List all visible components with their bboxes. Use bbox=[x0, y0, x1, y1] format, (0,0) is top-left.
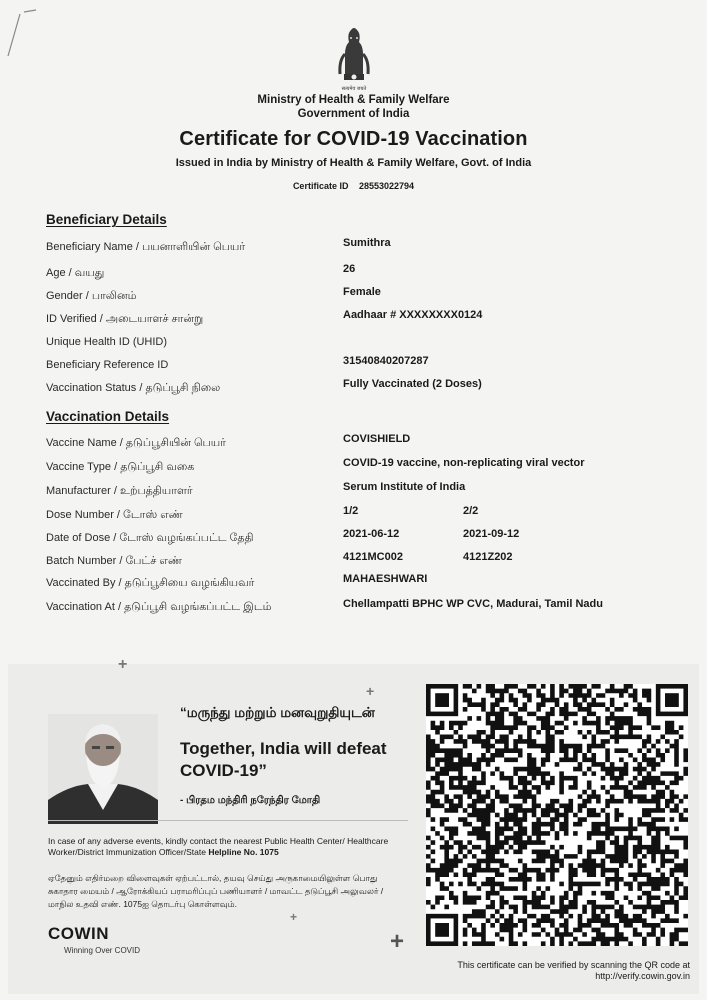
dose-number-row bbox=[46, 505, 666, 527]
qr-finder-pattern bbox=[426, 914, 458, 946]
quote-attribution: - பிரதம மந்திரி நரேந்திர மோதி bbox=[180, 795, 321, 806]
batch-number-row bbox=[46, 551, 666, 573]
quote-tamil: “மருந்து மற்றும் மனவுறுதியுடன் bbox=[180, 705, 375, 720]
field-label: Dose Number / டோஸ் எண் bbox=[46, 509, 183, 521]
dose-1-value: 1/2 bbox=[343, 505, 359, 517]
uhid-row bbox=[46, 336, 666, 354]
helpline-notice bbox=[48, 836, 408, 858]
field-value: Fully Vaccinated (2 Doses) bbox=[343, 378, 482, 390]
certificate-id-value: 28553022794 bbox=[358, 181, 415, 191]
field-label: Vaccination At / தடுப்பூசி வழங்கப்பட்ட இடம் bbox=[46, 601, 272, 613]
manufacturer-row bbox=[46, 481, 666, 503]
divider bbox=[48, 820, 408, 821]
field-value: Aadhaar # XXXXXXXX0124 bbox=[343, 309, 483, 321]
qr-modules bbox=[426, 684, 688, 946]
field-label: Batch Number / பேட்ச் எண் bbox=[46, 555, 182, 567]
field-label: Beneficiary Name / பயனாளியின் பெயர் bbox=[46, 241, 246, 253]
certificate-id-label: Certificate ID bbox=[292, 181, 349, 191]
cowin-tagline: Winning Over COVID bbox=[64, 946, 141, 955]
government-name: Government of India bbox=[297, 108, 410, 120]
field-label: Date of Dose / டோஸ் வழங்கப்பட்ட தேதி bbox=[46, 532, 254, 544]
field-value: MAHAESHWARI bbox=[343, 573, 428, 585]
beneficiary-name-row bbox=[46, 237, 666, 259]
field-value: COVISHIELD bbox=[343, 433, 411, 445]
verification-url[interactable]: http://verify.cowin.gov.in bbox=[595, 971, 690, 981]
field-value: Serum Institute of India bbox=[343, 481, 466, 493]
field-label: ID Verified / அடையாளச் சான்று bbox=[46, 313, 204, 325]
vaccine-name-row bbox=[46, 433, 666, 455]
dose-1-value: 2021-06-12 bbox=[343, 528, 400, 540]
field-value: 31540840207287 bbox=[343, 355, 429, 367]
plus-icon: + bbox=[290, 910, 298, 924]
vaccine-type-row bbox=[46, 457, 666, 479]
scan-mark bbox=[6, 8, 46, 58]
field-value: COVID-19 vaccine, non-replicating viral vector bbox=[343, 457, 585, 469]
issued-by: Issued in India by Ministry of Health & Family Welfare, Govt. of India bbox=[175, 157, 532, 169]
dose-2-value: 4121Z202 bbox=[463, 551, 513, 563]
field-label: Vaccine Name / தடுப்பூசியின் பெயர் bbox=[46, 437, 226, 449]
field-value: Sumithra bbox=[343, 237, 391, 249]
field-label: Gender / பாலினம் bbox=[46, 290, 137, 302]
certificate-id bbox=[0, 181, 707, 191]
verification-note bbox=[440, 960, 690, 982]
reference-id-row bbox=[46, 355, 666, 377]
certificate-title: Certificate for COVID-19 Vaccination bbox=[179, 128, 528, 150]
vaccination-at-row bbox=[46, 598, 666, 619]
prime-minister-portrait bbox=[48, 714, 158, 824]
national-emblem-icon bbox=[325, 24, 383, 94]
dose-1-value: 4121MC002 bbox=[343, 551, 403, 563]
field-label: Vaccine Type / தடுப்பூசி வகை bbox=[46, 461, 195, 473]
ministry-name: Ministry of Health & Family Welfare bbox=[257, 94, 450, 106]
date-of-dose-row bbox=[46, 528, 666, 550]
dose-2-value: 2021-09-12 bbox=[463, 528, 520, 540]
emblem-caption: सत्यमेव जयते bbox=[341, 86, 367, 92]
field-label: Beneficiary Reference ID bbox=[46, 359, 169, 371]
field-label: Manufacturer / உற்பத்தியாளர் bbox=[46, 485, 193, 497]
quote-english: Together, India will defeat COVID-19” bbox=[180, 739, 387, 780]
plus-icon: + bbox=[118, 656, 128, 673]
field-value: Chellampatti BPHC WP CVC, Madurai, Tamil Nadu bbox=[343, 598, 603, 610]
cowin-logo: COWIN bbox=[48, 924, 110, 943]
age-row bbox=[46, 263, 666, 285]
helpline-number: Helpline No. 1075 bbox=[208, 847, 279, 857]
qr-code[interactable] bbox=[426, 684, 688, 946]
id-verified-row bbox=[46, 309, 666, 331]
field-label: Vaccination Status / தடுப்பூசி நிலை bbox=[46, 382, 221, 394]
gender-row bbox=[46, 286, 666, 308]
vaccination-details-heading: Vaccination Details bbox=[46, 409, 170, 424]
vaccination-status-row bbox=[46, 378, 666, 400]
qr-finder-pattern bbox=[656, 684, 688, 716]
field-label: Unique Health ID (UHID) bbox=[46, 336, 168, 348]
verification-text: This certificate can be verified by scanning the QR code at bbox=[457, 960, 690, 970]
field-value: Female bbox=[343, 286, 381, 298]
helpline-text: In case of any adverse events, kindly contact the nearest Public Health Center/ Healthcare Worker/District Immunization Officer/State bbox=[48, 836, 389, 857]
field-label: Age / வயது bbox=[46, 267, 105, 279]
field-label: Vaccinated By / தடுப்பூசியை வழங்கியவர் bbox=[46, 577, 255, 589]
helpline-notice-tamil: ஏதேனும் எதிர்மறை விளைவுகள் ஏற்பட்டால், தயவு செய்து அருகாமையிலுள்ள பொது சுகாதார மையம் / ஆரோக்கியப் பராமரிப்புப் பணியாளர் / மாவட்ட தடுப்பூசி அலுவலர் / மாநில உதவி எண். 1075ஐ தொடர்பு கொள்ளவும். bbox=[48, 873, 384, 909]
plus-icon: + bbox=[390, 928, 405, 955]
dose-2-value: 2/2 bbox=[463, 505, 479, 517]
plus-icon: + bbox=[366, 683, 375, 699]
beneficiary-details-heading: Beneficiary Details bbox=[46, 212, 167, 227]
qr-finder-pattern bbox=[426, 684, 458, 716]
field-value: 26 bbox=[343, 263, 356, 275]
